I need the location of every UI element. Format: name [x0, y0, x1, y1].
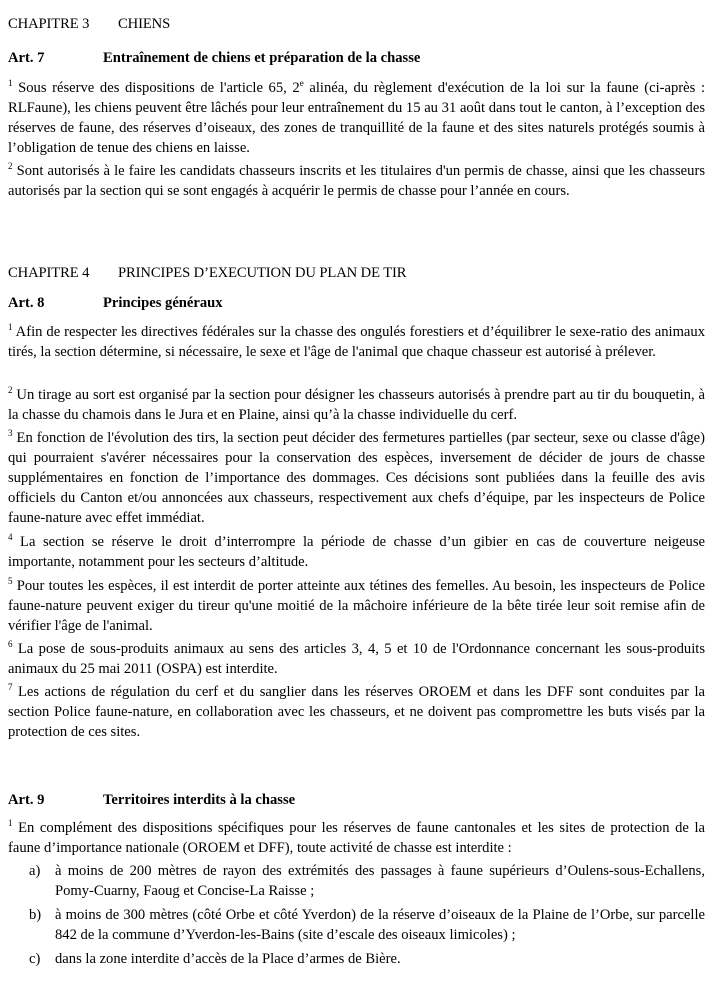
lettered-list	[8, 861, 705, 969]
chapter-number: CHAPITRE 3	[8, 16, 90, 32]
paragraph: $^1$ Afin de respecter les directives fédérales sur la chasse des ongulés forestiers et d’équilibrer le sexe-ratio des animaux tirés, la section détermine, si nécessaire, le sexe et l'âge de l'animal que chaque chasseur est autorisé à prélever.	[8, 322, 705, 360]
paragraph: $^1$ En complément des dispositions spécifiques pour les réserves de faune cantonales et les sites de protection de la faune d’importance nationale (OROEM et DFF), toute activité de chasse est interdite :	[8, 818, 705, 856]
chapter-number: CHAPITRE 4	[8, 265, 90, 281]
paragraph-number: 4	[8, 532, 13, 542]
article-heading	[8, 293, 223, 313]
paragraph-number: 6	[8, 639, 13, 649]
paragraph-number: 1	[8, 78, 13, 88]
chapter-heading	[8, 263, 406, 283]
paragraph: $^1$ Sous réserve des dispositions de l'article 65, 2e alinéa, du règlement d'exécution de la loi sur la faune (ci-après : RLFaune), les chiens peuvent être lâchés pour leur entraînement du 15 au 31 août dans tout le canton, à l’exception des réserves de faune, des réserves d’oiseaux, des zones de tranquillité de la faune et des sites naturels protégés soumis à l’obligation de tenue des chiens en laisse.	[8, 78, 705, 156]
article-heading	[8, 48, 420, 68]
paragraph-number: 1	[8, 818, 13, 828]
article-title: Territoires interdits à la chasse	[103, 792, 296, 808]
paragraph-number: 7	[8, 682, 13, 692]
article-number: Art. 8	[8, 295, 45, 311]
list-item-text: à moins de 200 mètres de rayon des extrémités des passages à faune supérieurs d’Oulens-sous-Echallens, Pomy-Cuarny, Faoug et Concise-La Raisse ;	[55, 863, 705, 899]
paragraph: $^7$ Les actions de régulation du cerf et du sanglier dans les réserves OROEM et dans les DFF sont conduites par la section Police faune-nature, en collaboration avec les chasseurs, et ne doivent pas compromettre les buts visés par la protection de ces sites.	[8, 682, 705, 740]
article-title: Principes généraux	[103, 295, 223, 311]
paragraph-number: 1	[8, 322, 13, 332]
list-item-letter: a)	[29, 863, 41, 879]
article-heading	[8, 790, 295, 810]
paragraph: $^2$ Sont autorisés à le faire les candidats chasseurs inscrits et les titulaires d'un permis de chasse, ainsi que les chasseurs autorisés par la section qui se sont engagés à acquérir le permis de chasse pour l’année en cours.	[8, 161, 705, 199]
chapter-title: CHIENS	[118, 16, 171, 32]
paragraph-number: 2	[8, 161, 13, 171]
list-item	[8, 949, 705, 969]
list-item	[8, 905, 705, 945]
paragraph: $^3$ En fonction de l'évolution des tirs, la section peut décider des fermetures partielles (par secteur, sexe ou classe d'âge) qui pourraient s'avérer nécessaires pour la conservation des espèces, inversement de décider de jours de chasse supplémentaires en fonction de l’importance des dommages. Ces décisions sont publiées dans la feuille des avis officiels du Canton et/ou annoncées aux chasseurs, respectivement aux chefs d’équipe, par les inspecteurs de Police faune-nature avec effet immédiat.	[8, 428, 705, 526]
list-item-letter: c)	[29, 951, 41, 967]
paragraph-number: 3	[8, 428, 13, 438]
list-item	[8, 861, 705, 901]
list-item-text: dans la zone interdite d’accès de la Place d’armes de Bière.	[55, 951, 401, 967]
paragraph: $^4$ La section se réserve le droit d’interrompre la période de chasse d’un gibier en cas de couverture neigeuse importante, notamment pour les secteurs d’altitude.	[8, 532, 705, 570]
paragraph-number: 5	[8, 576, 13, 586]
paragraph: $^6$ La pose de sous-produits animaux au sens des articles 3, 4, 5 et 10 de l'Ordonnance concernant les sous-produits animaux du 25 mai 2011 (OSPA) est interdite.	[8, 639, 705, 677]
paragraph-number: 2	[8, 385, 13, 395]
chapter-title: PRINCIPES D’EXECUTION DU PLAN DE TIR	[118, 265, 407, 281]
list-item-letter: b)	[29, 907, 42, 923]
chapter-heading	[8, 14, 170, 34]
list-item-text: à moins de 300 mètres (côté Orbe et côté Yverdon) de la réserve d’oiseaux de la Plaine de l’Orbe, sur parcelle 842 de la commune d’Yverdon-les-Bains (site d’escale des oiseaux limicoles) ;	[55, 907, 705, 943]
paragraph: $^5$ Pour toutes les espèces, il est interdit de porter atteinte aux tétines des femelles. Au besoin, les inspecteurs de Police faune-nature peuvent exiger du tireur qu'une moitié de la mâchoire inférieure de la bête tirée leur soit remise afin de vérifier l'âge de l'animal.	[8, 576, 705, 634]
article-title: Entraînement de chiens et préparation de la chasse	[103, 50, 421, 66]
article-number: Art. 7	[8, 50, 45, 66]
article-number: Art. 9	[8, 792, 45, 808]
paragraph: $^2$ Un tirage au sort est organisé par la section pour désigner les chasseurs autorisés à prendre part au tir du bouquetin, à la chasse du chamois dans le Jura et en Plaine, ainsi qu’à la chasse individuelle du cerf.	[8, 385, 705, 423]
